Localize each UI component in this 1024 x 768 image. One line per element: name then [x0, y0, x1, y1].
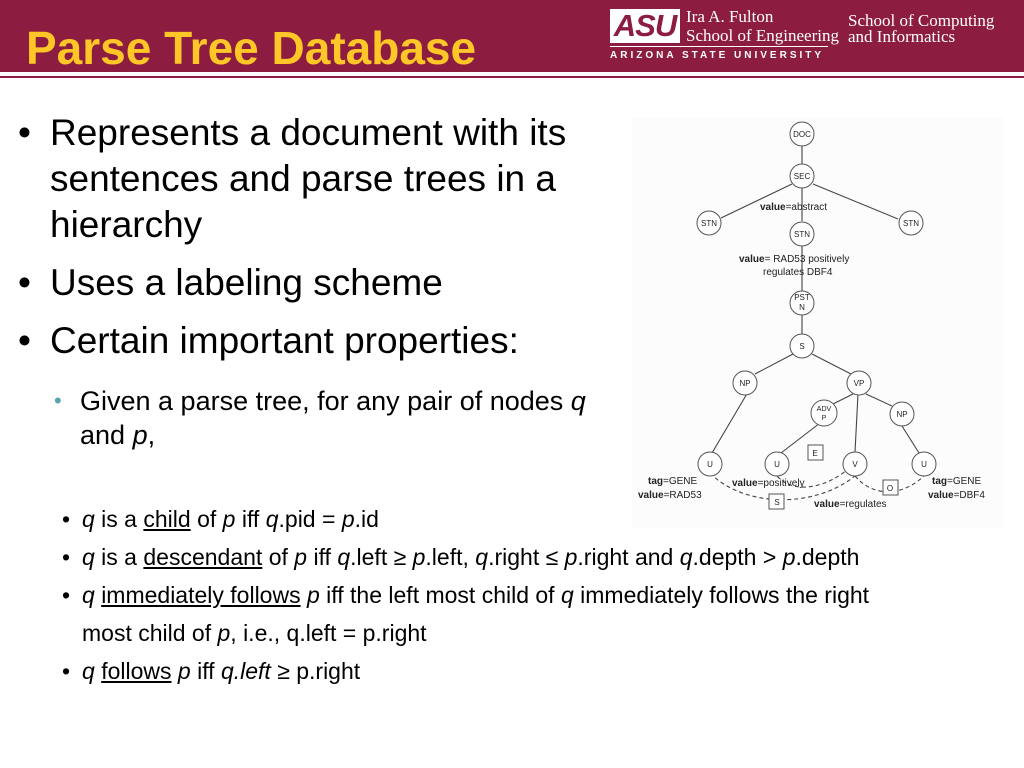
text: .depth — [795, 544, 860, 570]
stn-attr-1: value= RAD53 positively — [739, 254, 850, 265]
node-label: NP — [739, 379, 751, 388]
var-q: q — [82, 544, 95, 570]
relation-term: immediately follows — [101, 582, 301, 608]
stn-attr-2: regulates DBF4 — [763, 267, 833, 278]
var-q: q — [82, 658, 95, 684]
parse-tree-diagram — [632, 118, 1004, 528]
text: iff the left most child of — [319, 582, 561, 608]
school-name-line2: School of Engineering — [686, 26, 839, 45]
var-p: p — [412, 544, 426, 570]
u2-value: value=positively — [732, 478, 805, 489]
university-name: ARIZONA STATE UNIVERSITY — [610, 50, 825, 61]
var-p: p — [564, 544, 578, 570]
relation-term: child — [143, 506, 191, 532]
bullet-dot: • — [18, 112, 31, 153]
text: .left ≥ — [350, 544, 413, 570]
var-q: q — [475, 544, 489, 570]
node-label: DOC — [793, 130, 811, 139]
node-label: S — [799, 342, 805, 351]
text: ≥ p.right — [270, 658, 361, 684]
property-item-immediately-follows — [62, 576, 902, 652]
var-p: p — [341, 506, 355, 532]
relation-term: follows — [101, 658, 172, 684]
slide-title: Parse Tree Database — [26, 22, 477, 74]
var-p: p — [294, 544, 308, 570]
text: .pid = — [278, 506, 342, 532]
text: immediately follows the right most child of — [82, 582, 870, 646]
node-label: PST — [794, 293, 810, 302]
u1-value: value=RAD53 — [638, 490, 702, 501]
node-advp — [811, 400, 837, 426]
var-q: q — [82, 506, 95, 532]
parse-tree-figure — [632, 118, 1004, 528]
sci-name-line2: and Informatics — [848, 27, 956, 46]
text: is a — [94, 506, 144, 532]
property-dot: • — [62, 582, 71, 608]
asu-logo: ASU — [610, 9, 680, 43]
node-label: U — [921, 460, 927, 469]
v-value: value=regulates — [814, 499, 887, 510]
node-label: S — [774, 498, 780, 507]
bullet-text: Certain important properties: — [50, 320, 519, 361]
node-label: O — [886, 484, 894, 493]
text: of — [262, 544, 295, 570]
var-p: p — [132, 420, 148, 450]
var-p: p — [306, 582, 320, 608]
bullet-text: Uses a labeling scheme — [50, 262, 443, 303]
sub-bullet-end: , — [147, 420, 156, 450]
text: .depth > — [692, 544, 783, 570]
u3-tag: tag=GENE — [932, 476, 982, 487]
u1-tag: tag=GENE — [648, 476, 698, 487]
bullet-text: Represents a document with its sentences and parse trees in a hierarchy — [50, 112, 567, 245]
bullet-dot: • — [18, 262, 31, 303]
sub-bullet-text: Given a parse tree, for any pair of nodes — [80, 386, 571, 416]
node-label: STN — [701, 219, 717, 228]
text: .right and — [577, 544, 680, 570]
text: .left, — [425, 544, 476, 570]
property-dot: • — [62, 658, 71, 684]
relation-term: descendant — [143, 544, 263, 570]
text: , i.e., q.left = p.right — [230, 620, 427, 646]
sci-name-line1: School of Computing — [848, 11, 995, 30]
node-label: ADV — [816, 406, 832, 413]
text: iff — [190, 658, 221, 684]
var-q: q — [82, 582, 95, 608]
main-bullet-list — [14, 110, 654, 376]
bullet-item — [14, 318, 654, 364]
node-label: V — [852, 460, 858, 469]
var-q: q — [679, 544, 693, 570]
node-label: E — [812, 449, 818, 458]
var-q: q.left — [220, 658, 271, 684]
sub-bullet-dot: • — [54, 388, 62, 413]
text: iff — [235, 506, 266, 532]
property-item-follows — [62, 652, 962, 690]
node-label: STN — [903, 219, 919, 228]
bullet-dot: • — [18, 320, 31, 361]
var-q: q — [570, 386, 586, 416]
node-label: VP — [853, 379, 865, 388]
node-labels — [701, 130, 927, 507]
text: is a — [94, 544, 144, 570]
property-dot: • — [62, 544, 71, 570]
node-label: U — [707, 460, 713, 469]
var-p: p — [222, 506, 236, 532]
school-name-line1: Ira A. Fulton — [686, 7, 774, 26]
var-p: p — [177, 658, 191, 684]
text: iff — [307, 544, 338, 570]
text: .right ≤ — [488, 544, 565, 570]
text: .id — [354, 506, 379, 532]
node-label: P — [821, 415, 827, 422]
u3-value: value=DBF4 — [928, 490, 985, 501]
node-label: NP — [896, 410, 908, 419]
property-dot: • — [62, 506, 71, 532]
bullet-item — [14, 260, 654, 306]
property-item-descendant — [62, 538, 942, 576]
node-label: U — [774, 460, 780, 469]
sub-bullet-item — [54, 384, 600, 452]
node-label: SEC — [793, 172, 811, 181]
text: of — [190, 506, 223, 532]
var-q: q — [337, 544, 351, 570]
node-label: STN — [794, 230, 810, 239]
var-q: q — [560, 582, 574, 608]
node-label: N — [799, 303, 805, 312]
var-p: p — [217, 620, 231, 646]
property-list — [62, 500, 962, 690]
logo-rule — [610, 46, 828, 47]
sec-attr: value=abstract — [760, 202, 827, 213]
var-p: p — [782, 544, 796, 570]
sub-bullet-and: and — [80, 420, 133, 450]
var-q: q — [265, 506, 279, 532]
bullet-item — [14, 110, 650, 248]
